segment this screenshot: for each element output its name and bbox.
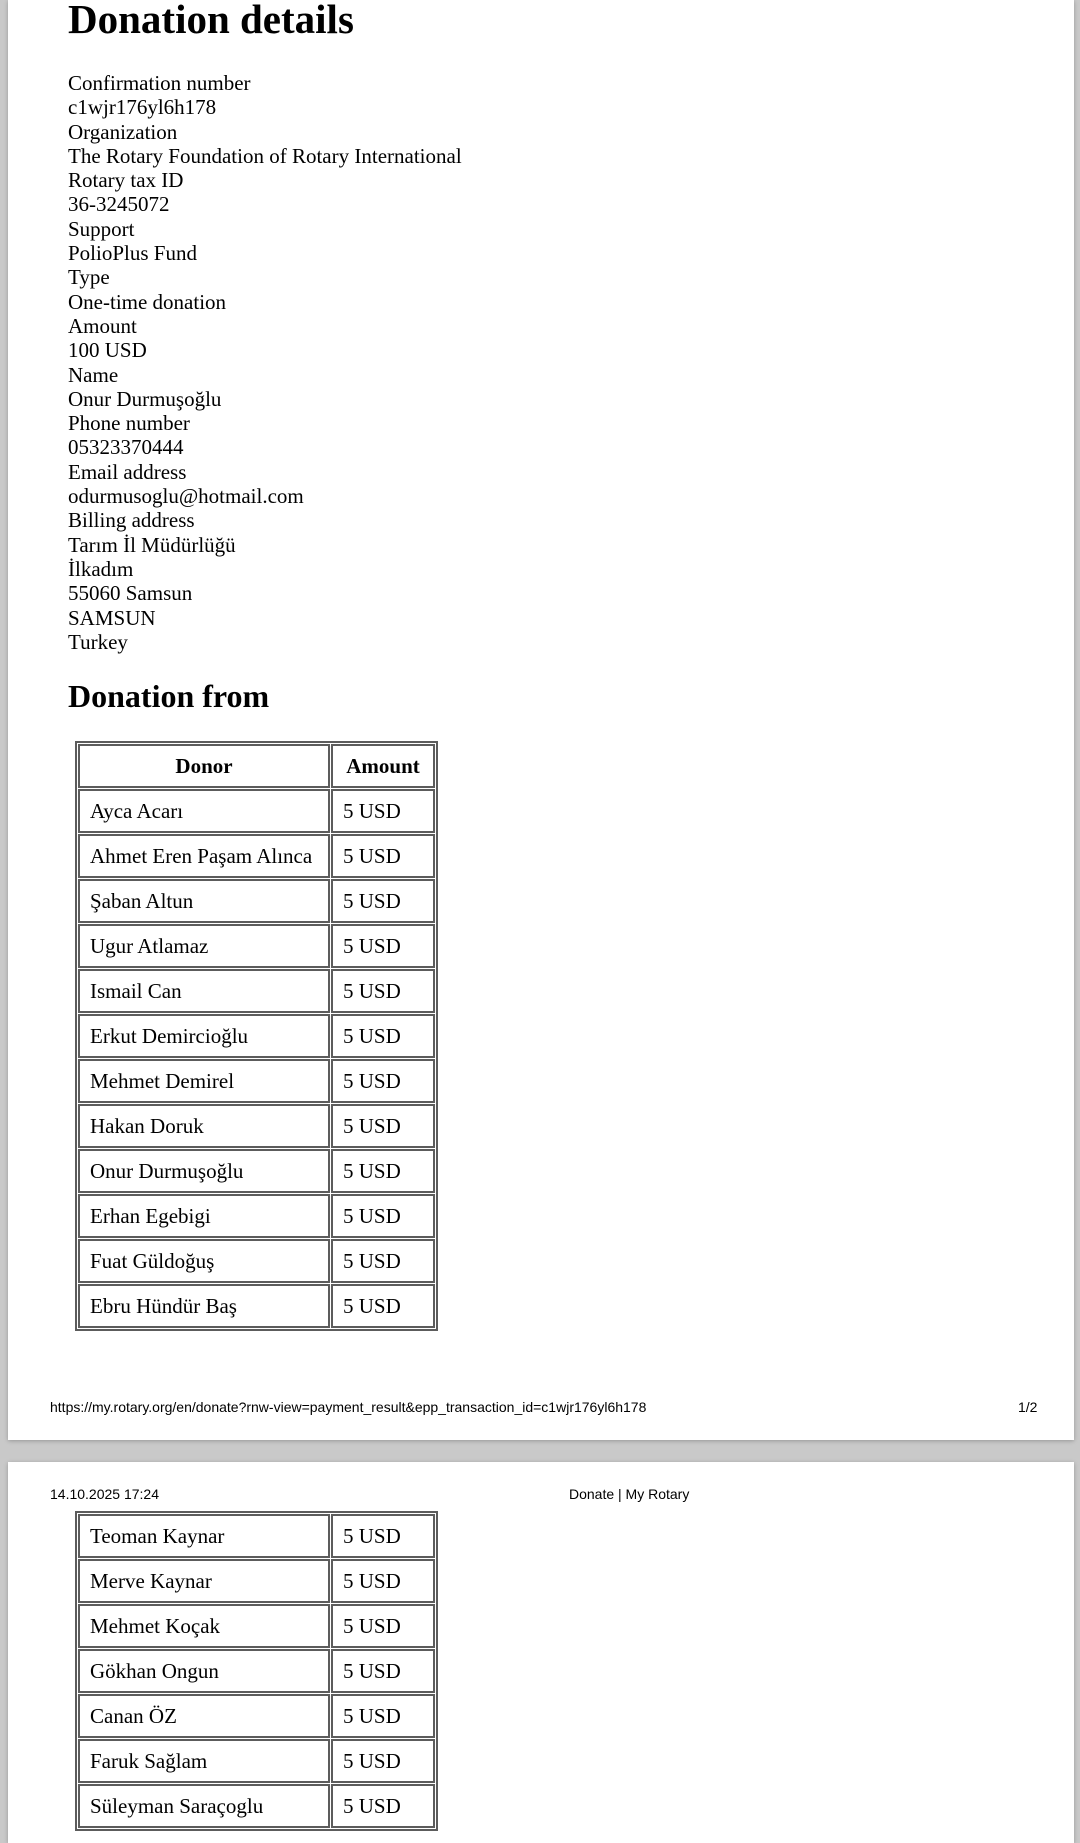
table-row [78,1784,435,1828]
table-row [78,1649,435,1693]
donor-amount-cell: 5 USD [331,1514,435,1558]
table-header-row [78,744,435,788]
detail-line: Rotary tax ID [68,168,184,193]
table-row [78,1059,435,1103]
table-row [78,879,435,923]
detail-line: 100 USD [68,338,147,363]
donor-amount-cell: 5 USD [331,1059,435,1103]
donor-name-cell: Mehmet Koçak [78,1604,330,1648]
donor-name-cell: Ugur Atlamaz [78,924,330,968]
donor-amount-cell: 5 USD [331,1239,435,1283]
donor-amount-cell: 5 USD [331,1694,435,1738]
donor-amount-cell: 5 USD [331,1604,435,1648]
table-row [78,1694,435,1738]
detail-line: Type [68,265,110,290]
donor-amount-cell: 5 USD [331,834,435,878]
page-title: Donation details [68,0,354,42]
table-row [78,1194,435,1238]
print-page-2 [8,1462,1074,1843]
print-page-number: 1/2 [1018,1399,1038,1415]
detail-line: Confirmation number [68,71,251,95]
detail-line: 05323370444 [68,435,184,460]
print-header-date: 14.10.2025 17:24 [50,1486,159,1502]
amount-column-header: Amount [331,744,435,788]
detail-line: Support [68,216,135,241]
donation-details-list [68,71,462,654]
donor-name-cell: Erhan Egebigi [78,1194,330,1238]
donor-name-cell: Şaban Altun [78,879,330,923]
donor-name-cell: Ayca Acarı [78,789,330,833]
donors-table-wrapper [75,741,438,1390]
donor-column-header: Donor [78,744,330,788]
detail-line: Amount [68,313,137,338]
print-footer-url: https://my.rotary.org/en/donate?rnw-view=payment_result&epp_transaction_id=c1wjr176yl6h178 [50,1399,647,1415]
detail-line: The Rotary Foundation of Rotary International [68,143,462,168]
table-row [78,834,435,878]
detail-line: Email address [68,459,187,484]
detail-line: Phone number [68,411,190,436]
donor-amount-cell: 5 USD [331,1149,435,1193]
table-row [78,1014,435,1058]
donors-table [75,741,438,1331]
donor-name-cell: Ahmet Eren Paşam Alınca [78,834,330,878]
detail-line: Name [68,362,119,387]
donor-amount-cell: 5 USD [331,879,435,923]
detail-line: 55060 Samsun [68,581,193,606]
donor-name-cell: Onur Durmuşoğlu [78,1149,330,1193]
detail-line: odurmusoglu@hotmail.com [68,484,304,509]
table-row [78,1604,435,1648]
donor-name-cell: Fuat Güldoğuş [78,1239,330,1283]
donors-table-continued-wrapper [75,1511,438,1843]
donation-from-heading: Donation from [68,678,270,714]
donor-name-cell: Ismail Can [78,969,330,1013]
donor-amount-cell: 5 USD [331,1104,435,1148]
detail-line: Turkey [68,629,128,654]
donor-amount-cell: 5 USD [331,789,435,833]
detail-line: Billing address [68,508,195,533]
table-row [78,1559,435,1603]
detail-line: Tarım İl Müdürlüğü [68,532,236,557]
detail-line: Onur Durmuşoğlu [68,386,222,411]
donors-table-continued [75,1511,438,1831]
detail-line: c1wjr176yl6h178 [68,95,217,120]
donor-amount-cell: 5 USD [331,1649,435,1693]
donor-amount-cell: 5 USD [331,1559,435,1603]
donor-name-cell: Teoman Kaynar [78,1514,330,1558]
table-row [78,789,435,833]
detail-line: Organization [68,119,178,144]
donor-name-cell: Faruk Sağlam [78,1739,330,1783]
table-row [78,1239,435,1283]
detail-line: One-time donation [68,289,227,314]
detail-line: İlkadım [68,556,134,581]
donor-amount-cell: 5 USD [331,1739,435,1783]
donor-name-cell: Erkut Demircioğlu [78,1014,330,1058]
table-row [78,1284,435,1328]
print-header-title: Donate | My Rotary [569,1486,690,1502]
table-row [78,1739,435,1783]
detail-line: PolioPlus Fund [68,241,197,266]
donor-name-cell: Mehmet Demirel [78,1059,330,1103]
donor-amount-cell: 5 USD [331,1194,435,1238]
donor-amount-cell: 5 USD [331,924,435,968]
detail-line: SAMSUN [68,605,156,630]
donor-name-cell: Merve Kaynar [78,1559,330,1603]
table-row [78,1514,435,1558]
donor-name-cell: Süleyman Saraçoglu [78,1784,330,1828]
donor-amount-cell: 5 USD [331,1284,435,1328]
donor-amount-cell: 5 USD [331,969,435,1013]
table-row [78,924,435,968]
donor-name-cell: Hakan Doruk [78,1104,330,1148]
donor-amount-cell: 5 USD [331,1784,435,1828]
table-row [78,1149,435,1193]
table-row [78,969,435,1013]
print-page-1 [8,0,1074,1440]
detail-line: 36-3245072 [68,192,170,217]
donor-name-cell: Gökhan Ongun [78,1649,330,1693]
table-row [78,1104,435,1148]
donor-name-cell: Ebru Hündür Baş [78,1284,330,1328]
donor-name-cell: Canan ÖZ [78,1694,330,1738]
donor-amount-cell: 5 USD [331,1014,435,1058]
